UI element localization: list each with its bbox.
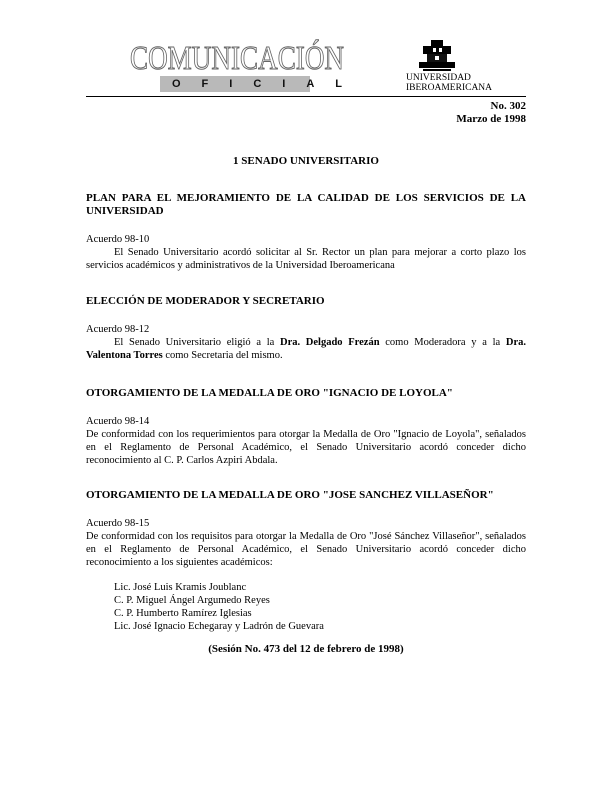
university-line-2: IBEROAMERICANA	[406, 83, 493, 93]
agreement-number: Acuerdo 98-10	[86, 234, 150, 245]
agreement-body	[86, 336, 526, 362]
agreement-block	[86, 489, 526, 633]
masthead-subtitle: OFICIAL	[172, 78, 363, 90]
agreement-heading: ELECCIÓN DE MODERADOR Y SECRETARIO	[86, 295, 325, 307]
agreement-block	[86, 387, 526, 467]
agreement-number: Acuerdo 98-14	[86, 416, 150, 427]
agreement-body: De conformidad con los requerimientos para otorgar la Medalla de Oro "Ignacio de Loyola", señalados en el Reglamento de Personal Académico, el Senado Universitario acordó conceder dicho reconocimiento al C. P. Carlos Azpiri Abdala.	[86, 429, 526, 466]
list-item: Lic. José Luis Kramis Joublanc	[114, 582, 247, 593]
agreement-body-part: El Senado Universitario eligió a la	[114, 337, 280, 348]
university-crest-icon	[413, 38, 461, 72]
issue-info	[456, 100, 526, 126]
section-heading: 1 SENADO UNIVERSITARIO	[233, 155, 379, 167]
recipient-list	[114, 581, 526, 633]
list-item: C. P. Miguel Ángel Argumedo Reyes	[114, 595, 270, 606]
moderator-name: Dra. Delgado Frezán	[279, 337, 380, 348]
secretary-name: Dra. Valentona Torres	[86, 337, 526, 361]
agreement-body: De conformidad con los requisitos para otorgar la Medalla de Oro "José Sánchez Villaseñor", señalados en el Reglamento de Personal Académico, el Senado Universitario acordó conceder dicho reconocimiento a los siguientes académicos:	[86, 531, 526, 568]
issue-date: Marzo de 1998	[456, 113, 526, 125]
list-item: C. P. Humberto Ramírez Iglesias	[114, 608, 252, 619]
agreement-heading: OTORGAMIENTO DE LA MEDALLA DE ORO "IGNACIO DE LOYOLA"	[86, 387, 453, 399]
issue-number: No. 302	[490, 100, 526, 112]
university-name	[406, 73, 506, 93]
agreement-number: Acuerdo 98-15	[86, 518, 150, 529]
agreement-block	[86, 192, 526, 272]
university-line-1: UNIVERSIDAD	[406, 73, 471, 83]
agreement-block	[86, 295, 526, 362]
masthead-title: COMUNICACIÓN	[130, 40, 399, 77]
list-item: Lic. José Ignacio Echegaray y Ladrón de Guevara	[114, 621, 324, 632]
agreement-heading: PLAN PARA EL MEJORAMIENTO DE LA CALIDAD DE LOS SERVICIOS DE LA UNIVERSIDAD	[86, 192, 526, 217]
agreement-body-part: como Moderadora y a la	[379, 337, 506, 348]
agreement-body-part: como Secretaria del mismo.	[162, 350, 283, 361]
agreement-number: Acuerdo 98-12	[86, 324, 150, 335]
masthead-logo	[128, 38, 399, 77]
session-note: (Sesión No. 473 del 12 de febrero de 1998)	[208, 643, 404, 655]
agreement-body: El Senado Universitario acordó solicitar al Sr. Rector un plan para mejorar a corto plazo los servicios académicos y administrativos de la Universidad Iberoamericana	[86, 247, 526, 271]
agreement-heading: OTORGAMIENTO DE LA MEDALLA DE ORO "JOSE SANCHEZ VILLASEÑOR"	[86, 489, 494, 501]
header-rule	[86, 96, 526, 97]
